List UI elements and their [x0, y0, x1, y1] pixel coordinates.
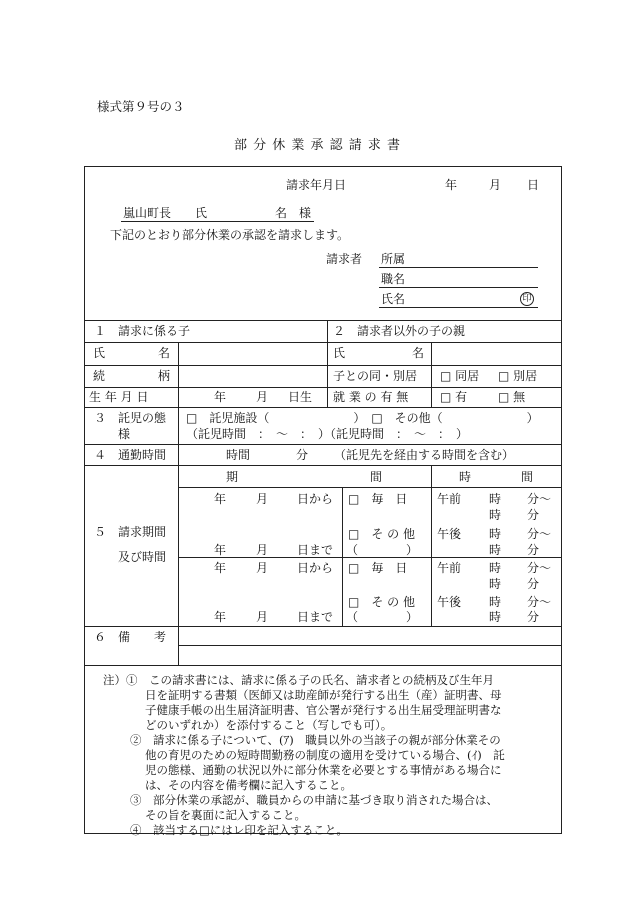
name-field[interactable]: [379, 307, 538, 308]
request-day: 日: [527, 178, 540, 192]
period2-am: 午前: [437, 561, 462, 575]
affiliation-label: 所属: [381, 252, 406, 266]
period1-other-detail[interactable]: （ ）: [346, 543, 419, 557]
relation-label-1: 続: [93, 369, 106, 383]
divider: [178, 465, 179, 665]
requester-label: 請求者: [326, 252, 363, 266]
child-name-label-2: 名: [158, 346, 171, 360]
birth-year: 年: [214, 390, 227, 404]
commute-minutes: 分: [296, 448, 309, 462]
cohabit-same-checkbox[interactable]: □ 同居: [440, 369, 480, 383]
section4-label: ４ 通勤時間: [94, 448, 167, 462]
period1-from-year: 年: [214, 492, 227, 506]
divider: [178, 407, 179, 465]
period1-pm-min-end: 分: [527, 543, 540, 557]
period2-am-min: 分～: [527, 561, 552, 575]
period1-am-hour: 時: [489, 492, 502, 506]
period2-pm: 午後: [437, 595, 462, 609]
request-year: 年: [445, 178, 458, 192]
period1-other-checkbox[interactable]: □ そ の 他: [348, 527, 415, 541]
note-line: ② 請求に係る子について、(ｱ) 職員以外の当該子の親が部分休業その: [130, 733, 501, 747]
divider: [84, 342, 562, 343]
divider: [84, 387, 562, 388]
period1-am-hour-end: 時: [489, 508, 502, 522]
note-line: 子健康手帳の出生届済証明書、官公署が発行する出生届受理証明書な: [145, 703, 502, 717]
note-line: その旨を裏面に記入すること。: [145, 808, 306, 822]
section6-label: ６ 備 考: [94, 630, 167, 644]
period1-pm: 午後: [437, 527, 462, 541]
request-month: 月: [489, 178, 502, 192]
note-line: 児の態様、通勤の状況以外に部分休業を必要とする事情がある場合に: [145, 763, 502, 777]
other-parent-name-label-2: 名: [412, 346, 425, 360]
period2-am-hour-end: 時: [489, 577, 502, 591]
divider: [84, 365, 562, 366]
period2-from-year: 年: [214, 561, 227, 575]
note-line: どのいずれか）を添付すること（写しでも可）。: [145, 718, 393, 732]
addressee-name-2: 名: [275, 206, 288, 220]
divider: [327, 320, 328, 407]
note-line: 他の育児のための短時間勤務の制度の適用を受けている場合、(ｲ) 託: [145, 748, 505, 762]
period1-am: 午前: [437, 492, 462, 506]
divider: [178, 645, 562, 646]
time-header-1: 時: [459, 470, 472, 484]
period2-until-month: 月: [256, 610, 269, 624]
section5-label-2: 及び時間: [118, 550, 167, 564]
childcare-type-line[interactable]: □ 託児施設（ ） □ その他（ ）: [186, 411, 539, 425]
period1-from-month: 月: [256, 492, 269, 506]
relation-label-2: 柄: [158, 369, 171, 383]
period1-until-day: 日まで: [297, 543, 334, 557]
affiliation-field[interactable]: [379, 267, 538, 268]
period2-am-min-end: 分: [527, 577, 540, 591]
period-header-1: 期: [226, 470, 239, 484]
birth-date-label: 生 年 月 日: [89, 390, 149, 404]
birth-month: 月: [256, 390, 269, 404]
period1-pm-hour-end: 時: [489, 543, 502, 557]
period1-pm-hour: 時: [489, 527, 502, 541]
period2-other-detail[interactable]: （ ）: [346, 610, 419, 624]
period1-pm-min: 分～: [527, 527, 552, 541]
section3-label-1: ３ 託児の態: [94, 411, 167, 425]
birth-day: 日生: [288, 390, 313, 404]
addressee-office: 嵐山町長: [123, 206, 172, 220]
note-line: ④ 該当する□にはレ印を記入すること。: [130, 823, 348, 837]
period1-until-month: 月: [256, 543, 269, 557]
divider: [84, 320, 562, 321]
divider: [431, 465, 432, 626]
request-date-label: 請求年月日: [286, 178, 347, 192]
period1-am-min: 分～: [527, 492, 552, 506]
form-number: 様式第９号の３: [97, 99, 185, 114]
section2-label: ２ 請求者以外の子の親: [333, 324, 466, 338]
period2-from-month: 月: [256, 561, 269, 575]
period2-other-checkbox[interactable]: □ そ の 他: [348, 595, 415, 609]
request-statement: 下記のとおり部分休業の承認を請求します。: [110, 228, 350, 242]
period2-pm-hour-end: 時: [489, 610, 502, 624]
period2-pm-min: 分～: [527, 595, 552, 609]
addressee-name-1: 氏: [195, 206, 208, 220]
section1-label: １ 請求に係る子: [94, 324, 191, 338]
divider: [178, 342, 179, 407]
period-header-2: 間: [370, 470, 383, 484]
divider: [84, 465, 562, 466]
period2-from-day: 日から: [297, 561, 334, 575]
note-line: ③ 部分休業の承認が、職員からの申請に基づき取り消された場合は、: [130, 793, 498, 807]
period2-until-year: 年: [214, 610, 227, 624]
other-parent-name-label-1: 氏: [333, 346, 346, 360]
note-line: 注）① この請求書には、請求に係る子の氏名、請求者との続柄及び生年月: [103, 673, 494, 687]
divider: [178, 487, 562, 488]
period2-pm-min-end: 分: [527, 610, 540, 624]
commute-hours: 時間: [226, 448, 251, 462]
time-header-2: 間: [521, 470, 534, 484]
divider: [84, 626, 562, 627]
position-field[interactable]: [379, 287, 538, 288]
period1-until-year: 年: [214, 543, 227, 557]
employment-yes-checkbox[interactable]: □ 有: [440, 390, 468, 404]
divider: [178, 557, 562, 558]
commute-note: （託児先を経由する時間を含む）: [334, 448, 515, 462]
cohabit-separate-checkbox[interactable]: □ 別居: [498, 369, 538, 383]
childcare-time-line[interactable]: （託児時間 ： ～ ： ）（託児時間 ： ～ ： ）: [186, 427, 469, 441]
addressee-honorific: 様: [299, 206, 312, 220]
employment-label: 就 業 の 有 無: [333, 390, 409, 404]
employment-no-checkbox[interactable]: □ 無: [498, 390, 526, 404]
addressee-underline: [121, 221, 314, 222]
page-title: 部 分 休 業 承 認 請 求 書: [234, 138, 402, 153]
divider: [431, 342, 432, 407]
divider: [84, 407, 562, 408]
divider: [342, 487, 343, 626]
section5-label-1: ５ 請求期間: [94, 525, 167, 539]
period1-from-day: 日から: [297, 492, 334, 506]
period2-every-day-checkbox[interactable]: □ 毎 日: [348, 561, 408, 575]
cohabit-label: 子との同・別居: [333, 369, 418, 383]
period2-pm-hour: 時: [489, 595, 502, 609]
period2-am-hour: 時: [489, 561, 502, 575]
section3-label-2: 様: [118, 427, 131, 441]
note-line: は、その内容を備考欄に記入すること。: [145, 778, 352, 792]
name-label: 氏名: [381, 292, 406, 306]
divider: [84, 665, 562, 666]
child-name-label-1: 氏: [93, 346, 106, 360]
seal-mark: 印: [520, 292, 534, 306]
period1-am-min-end: 分: [527, 508, 540, 522]
note-line: 日を証明する書類（医師又は助産師が発行する出生（産）証明書、母: [145, 688, 502, 702]
period1-every-day-checkbox[interactable]: □ 毎 日: [348, 492, 408, 506]
period2-until-day: 日まで: [297, 610, 334, 624]
position-label: 職名: [381, 272, 406, 286]
divider: [84, 444, 562, 445]
